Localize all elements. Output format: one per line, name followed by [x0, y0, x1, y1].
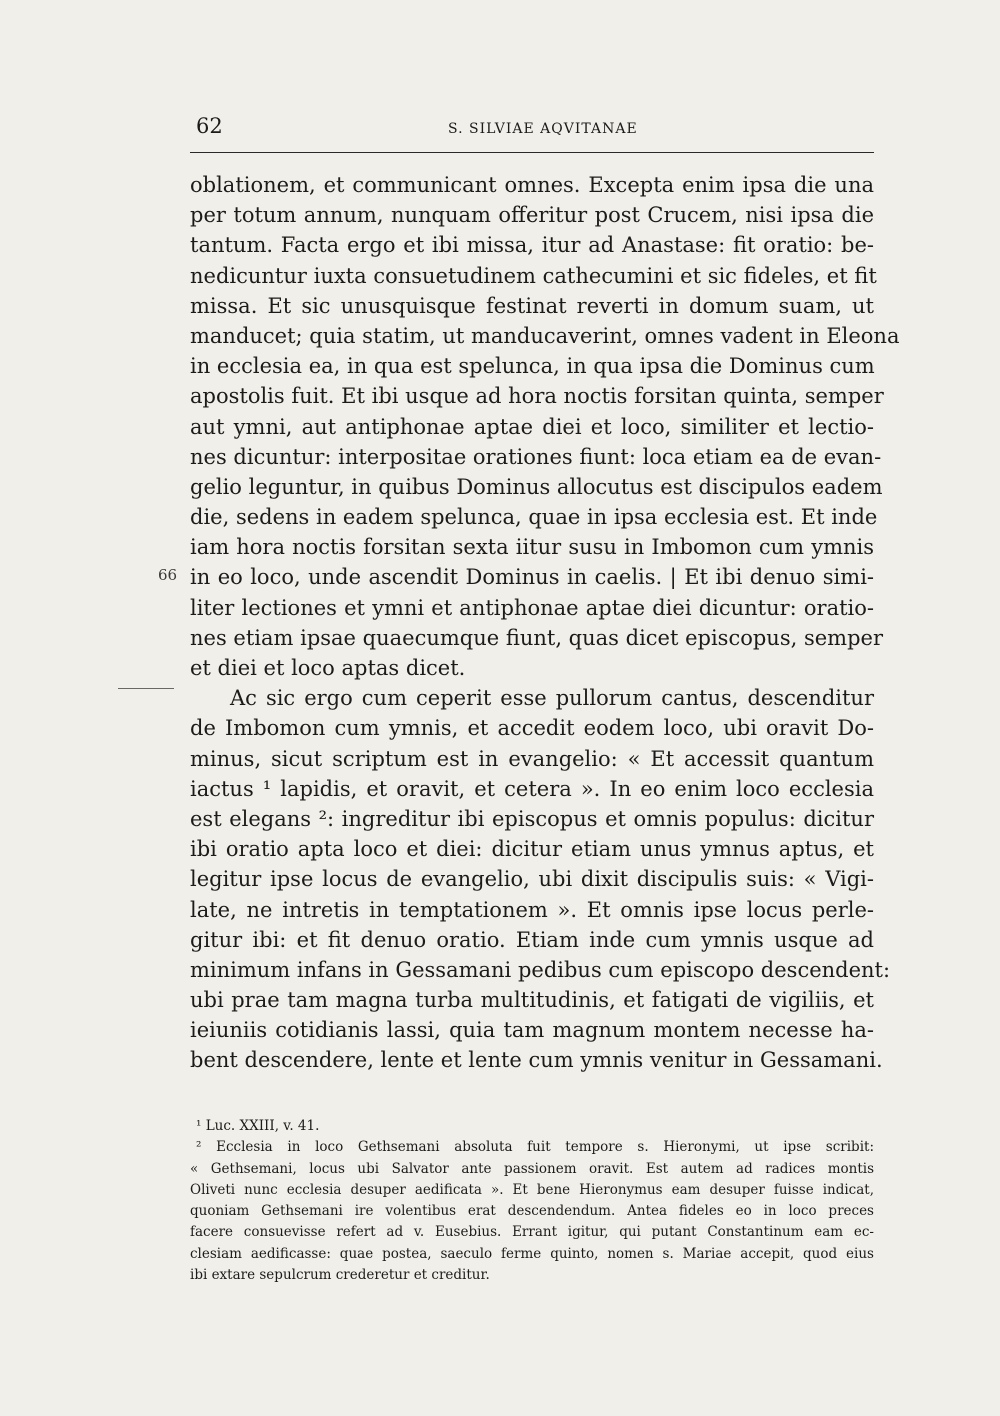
footnote-line: « Gethsemani, locus ubi Salvator ante passionem oravit. Est autem ad radices montis — [190, 1160, 874, 1177]
text-line: apostolis fuit. Et ibi usque ad hora noctis forsitan quinta, semper — [190, 384, 884, 409]
header-rule — [190, 152, 874, 153]
text-line: minus, sicut scriptum est in evangelio: « Et accessit quantum — [190, 746, 874, 771]
text-line: gitur ibi: et fit denuo oratio. Etiam inde cum ymnis usque ad — [190, 927, 874, 952]
footnote-line: ibi extare sepulcrum crederetur et creditur. — [190, 1267, 490, 1284]
text-line: est elegans ²: ingreditur ibi episcopus et omnis populus: dicitur — [190, 806, 874, 831]
text-line: iam hora noctis forsitan sexta iitur susu in Imbomon cum ymnis — [190, 535, 874, 560]
text-line: Ac sic ergo cum ceperit esse pullorum cantus, descenditur — [230, 686, 874, 711]
footnote-line: facere consuevisse refert ad v. Eusebius. Errant igitur, qui putant Constantinum eam ec- — [190, 1224, 874, 1241]
text-line: aut ymni, aut antiphonae aptae diei et loco, similiter et lectio- — [190, 414, 874, 439]
footnote-line: quoniam Gethsemani ire volentibus erat descendendum. Antea fideles eo in loco preces — [190, 1203, 874, 1220]
text-line: iactus ¹ lapidis, et oravit, et cetera ». In eo enim loco ecclesia — [190, 776, 874, 801]
text-line: tantum. Facta ergo et ibi missa, itur ad Anastase: fit oratio: be- — [190, 233, 874, 258]
text-line: minimum infans in Gessamani pedibus cum episcopo descendent: — [190, 957, 891, 982]
text-line: oblationem, et communicant omnes. Excepta enim ipsa die una — [190, 173, 874, 197]
footnotes — [190, 1116, 874, 1286]
page-header — [190, 114, 874, 144]
text-line: in eo loco, unde ascendit Dominus in caelis. | Et ibi denuo simi- — [190, 565, 874, 590]
text-line: ieiuniis cotidianis lassi, quia tam magnum montem necesse ha- — [190, 1018, 874, 1043]
text-line: ibi oratio apta loco et diei: dicitur etiam unus ymnus aptus, et — [190, 837, 874, 862]
text-line: nes dicuntur: interpositae orationes fiunt: loca etiam ea de evan- — [190, 444, 882, 469]
running-title: S. SILVIAE AQVITANAE — [448, 121, 638, 137]
text-line: de Imbomon cum ymnis, et accedit eodem loco, ubi oravit Do- — [190, 716, 874, 741]
text-line: gelio leguntur, in quibus Dominus allocutus est discipulos eadem — [190, 474, 883, 499]
text-line: nedicuntur iuxta consuetudinem cathecumini et sic fideles, et fit — [190, 263, 877, 288]
footnote-line: ² Ecclesia in loco Gethsemani absoluta fuit tempore s. Hieronymi, ut ipse scribit: — [196, 1139, 874, 1156]
text-line: per totum annum, nunquam offeritur post Crucem, nisi ipsa die — [190, 203, 874, 228]
text-line: ubi prae tam magna turba multitudinis, et fatigati de vigiliis, et — [190, 988, 874, 1013]
footnote-line: ¹ Luc. XXIII, v. 41. — [196, 1118, 320, 1134]
text-line: in ecclesia ea, in qua est spelunca, in qua ipsa die Dominus cum — [190, 354, 875, 379]
text-line: missa. Et sic unusquisque festinat reverti in domum suam, ut — [190, 293, 874, 318]
text-line: manducet; quia statim, ut manducaverint, omnes vadent in Eleona — [190, 323, 900, 348]
footnote-line: Oliveti nunc ecclesia desuper aedificata ». Et bene Hieronymus eam desuper fuisse indicat, — [190, 1181, 874, 1198]
body-text — [190, 170, 900, 1076]
text-line: late, ne intretis in temptationem ». Et omnis ipse locus perle- — [190, 897, 874, 922]
page-number: 62 — [196, 114, 223, 138]
margin-line-number: 66 — [158, 566, 178, 584]
margin-dash — [118, 688, 174, 689]
text-line: liter lectiones et ymni et antiphonae aptae diei dicuntur: oratio- — [190, 595, 874, 620]
text-line: et diei et loco aptas dicet. — [190, 656, 466, 680]
text-line: legitur ipse locus de evangelio, ubi dixit discipulis suis: « Vigi- — [190, 867, 874, 892]
text-line: bent descendere, lente et lente cum ymnis venitur in Gessamani. — [190, 1048, 883, 1073]
footnote-line: clesiam aedificasse: quae postea, saeculo ferme quinto, nomen s. Mariae accepit, quod eius — [190, 1245, 874, 1262]
text-line: nes etiam ipsae quaecumque fiunt, quas dicet episcopus, semper — [190, 625, 883, 650]
text-line: die, sedens in eadem spelunca, quae in ipsa ecclesia est. Et inde — [190, 505, 878, 530]
